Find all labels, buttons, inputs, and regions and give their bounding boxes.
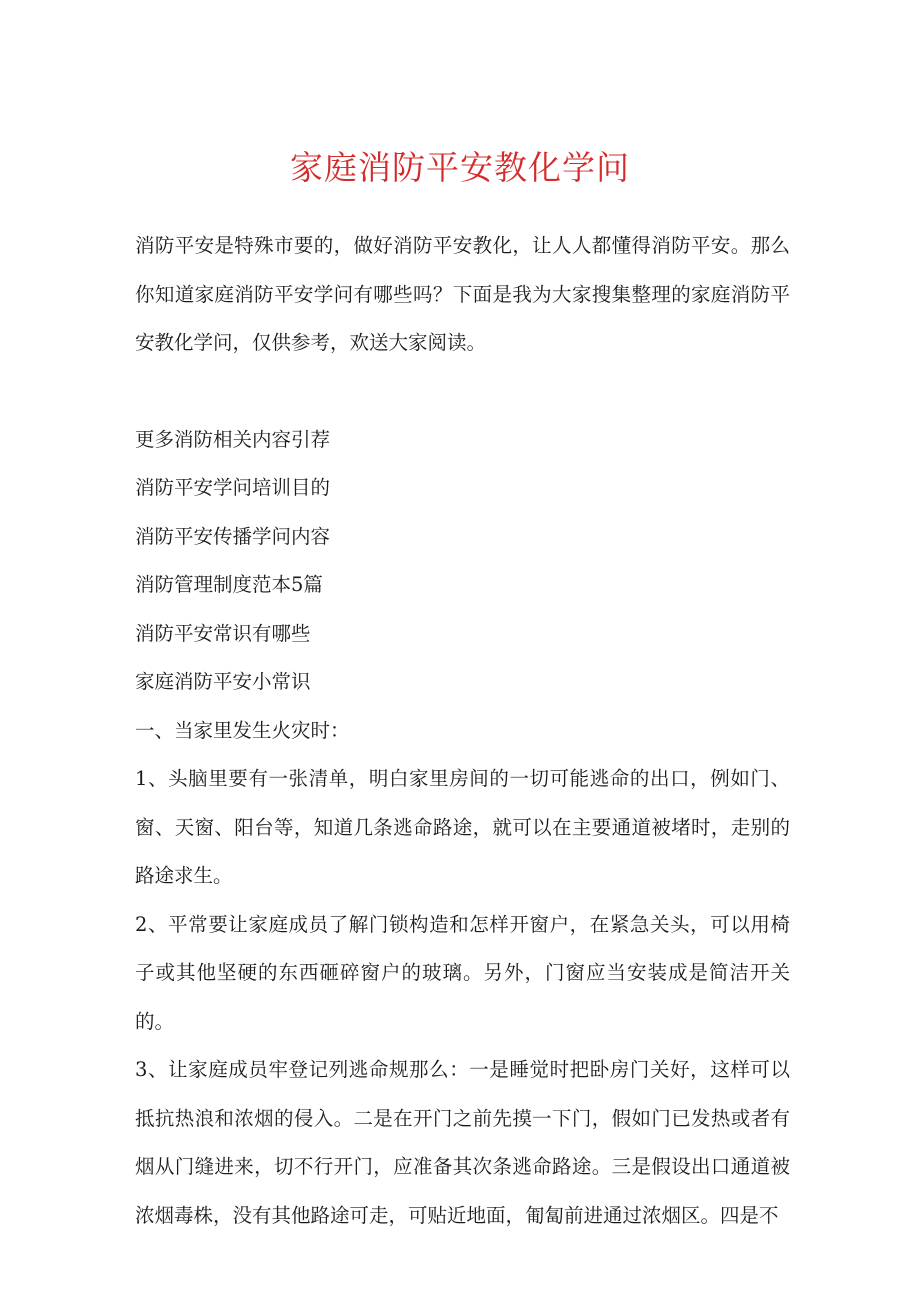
related-link-5: 消防平安常识有哪些	[135, 621, 311, 645]
related-link-1: 更多消防相关内容引荐	[135, 427, 331, 451]
list-item-1: 1、头脑里要有一张清单，明白家里房间的一切可能逃命的出口，例如门、窗、天窗、阳台等，知道几条逃命路途，就可以在主要通道被堵时，走别的路途求生。	[135, 767, 790, 887]
intro-paragraph: 消防平安是特殊市要的，做好消防平安教化，让人人都懂得消防平安。那么你知道家庭消防平安学问有哪些吗？下面是我为大家搜集整理的家庭消防平安教化学问，仅供参考，欢送大家阅读。	[135, 234, 790, 354]
document-body	[135, 222, 790, 1240]
related-link-2: 消防平安学问培训目的	[135, 476, 331, 499]
related-link-3: 消防平安传播学问内容	[135, 524, 331, 548]
related-link-6: 家庭消防平安小常识	[135, 670, 311, 693]
document-title: 家庭消防平安教化学问	[290, 148, 630, 187]
related-link-4: 消防管理制度范本5篇	[135, 573, 323, 596]
paragraph-spacer	[135, 368, 790, 416]
section-heading: 一、当家里发生火灾时：	[135, 718, 350, 742]
list-item-2: 2、平常要让家庭成员了解门锁构造和怎样开窗户，在紧急关头，可以用椅子或其他坚硬的东西砸碎窗户的玻璃。另外，门窗应当安装成是简洁开关的。	[135, 912, 790, 1033]
list-item-3: 3、让家庭成员牢登记列逃命规那么：一是睡觉时把卧房门关好，这样可以抵抗热浪和浓烟的侵入。二是在开门之前先摸一下门，假如门已发热或者有烟从门缝进来，切不行开门，应准备其次条逃命路途。三是假设出口通道被浓烟毒株，没有其他路途可走，可贴近地面，匍匐前进通过浓烟区。四是不	[135, 1058, 790, 1227]
